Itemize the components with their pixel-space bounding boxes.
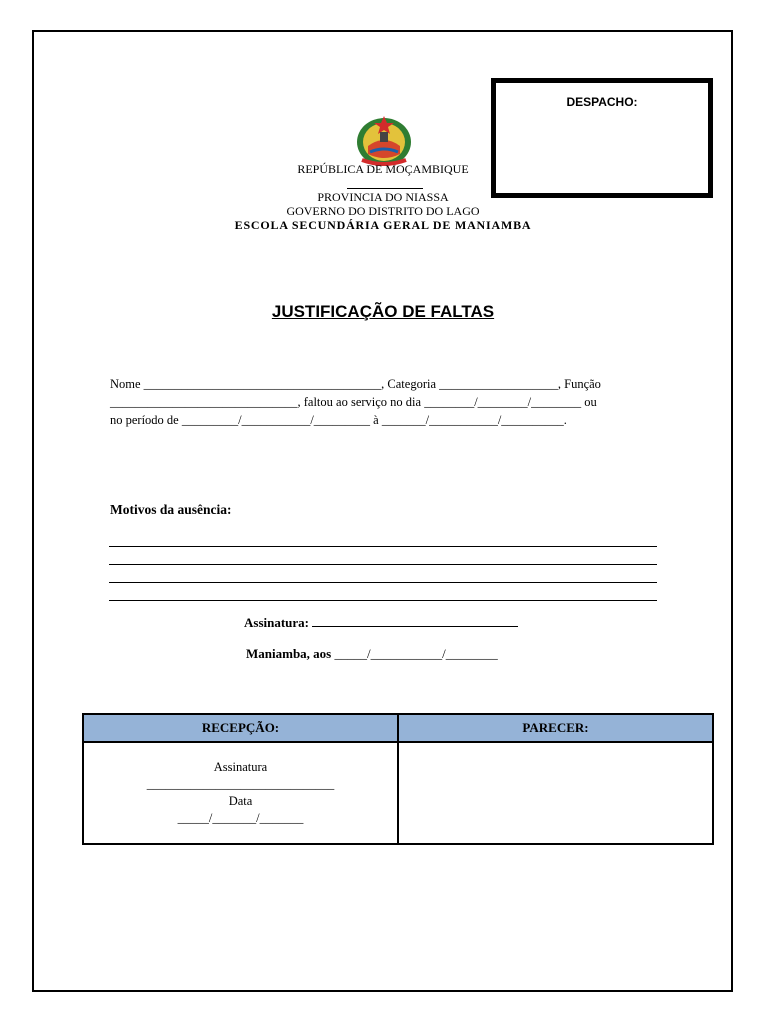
signature-row: [244, 615, 518, 631]
despacho-box: [491, 78, 713, 198]
motivos-line-3: [109, 582, 657, 583]
signature-label: Assinatura:: [244, 615, 310, 630]
reception-cell: [83, 742, 398, 844]
motivos-label: Motivos da ausência:: [110, 502, 232, 517]
place-date-blanks: _____/___________/________: [334, 646, 498, 661]
reception-signature-label: Assinatura: [213, 760, 268, 774]
parecer-cell: [398, 742, 713, 844]
form-line-name: Nome ______________________________________, Categoria ___________________, Função: [110, 377, 601, 391]
place-date-label: Maniamba, aos: [246, 646, 332, 661]
header-republic: REPÚBLICA DE MOÇAMBIQUE: [297, 162, 469, 176]
signature-blank: [312, 626, 518, 627]
reception-date-blank: _____/_______/_______: [177, 811, 304, 825]
header-separator: [347, 188, 423, 189]
place-date-row: [246, 646, 498, 662]
header-province: PROVINCIA DO NIASSA: [317, 190, 449, 204]
form-line-period: no período de _________/___________/_________ à _______/___________/__________.: [110, 413, 567, 427]
despacho-label: DESPACHO:: [566, 95, 638, 109]
reception-table: [82, 713, 714, 845]
document-title: JUSTIFICAÇÃO DE FALTAS: [271, 302, 495, 321]
reception-date-label: Data: [228, 794, 253, 808]
reception-header: RECEPÇÃO:: [83, 714, 398, 742]
motivos-line-1: [109, 546, 657, 547]
motivos-line-2: [109, 564, 657, 565]
header-government: GOVERNO DO DISTRITO DO LAGO: [286, 204, 480, 218]
reception-signature-blank: ______________________________: [146, 777, 335, 791]
parecer-header: PARECER:: [398, 714, 713, 742]
header-school: ESCOLA SECUNDÁRIA GERAL DE MANIAMBA: [234, 218, 532, 232]
motivos-line-4: [109, 600, 657, 601]
coat-of-arms-icon: [352, 112, 416, 168]
form-line-date: ______________________________, faltou ao serviço no dia ________/________/________ ou: [110, 395, 597, 409]
